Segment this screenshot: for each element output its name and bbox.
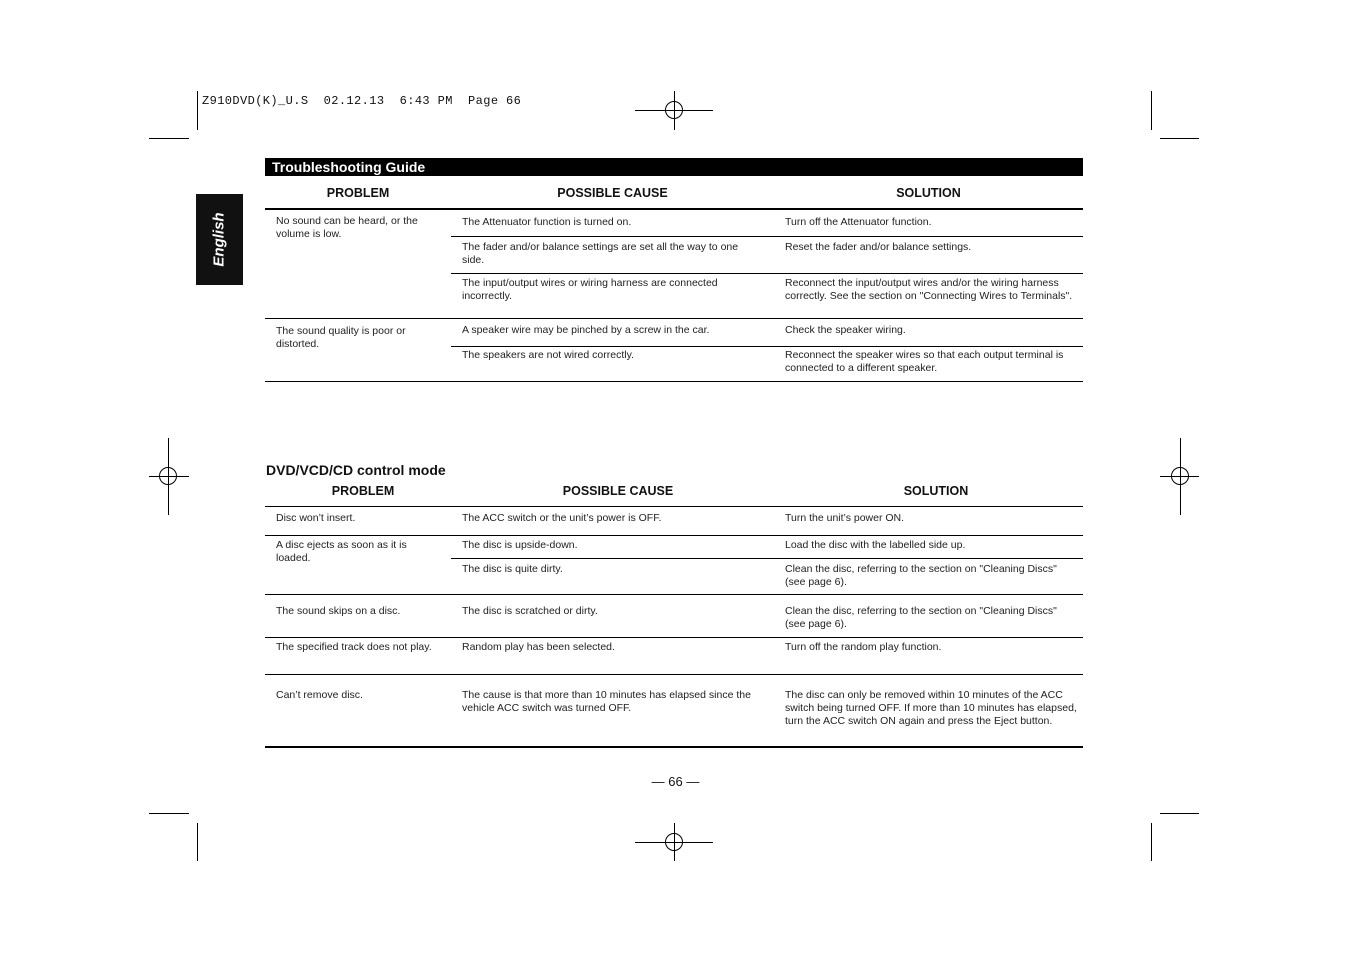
- table-cell-solution: Turn off the Attenuator function.: [785, 216, 932, 228]
- table-cell-cause: A speaker wire may be pinched by a screw in the car.: [462, 324, 710, 336]
- table-cell-cause: The disc is upside-down.: [462, 539, 578, 551]
- table-cell-solution: Reconnect the speaker wires so that each output terminal is connected to a different speaker.: [785, 349, 1064, 374]
- row-divider: [265, 318, 1083, 319]
- table-cell-cause: The input/output wires or wiring harness are connected incorrectly.: [462, 277, 718, 302]
- table-cell-problem: A disc ejects as soon as it is loaded.: [276, 539, 407, 564]
- column-header-solution: SOLUTION: [903, 484, 969, 498]
- table-cell-cause: The ACC switch or the unit’s power is OFF.: [462, 512, 662, 524]
- table-cell-problem: The sound skips on a disc.: [276, 605, 401, 617]
- subsection-title: DVD/VCD/CD control mode: [266, 462, 446, 478]
- table-cell-cause: Random play has been selected.: [462, 641, 615, 653]
- column-header-problem: PROBLEM: [331, 484, 395, 498]
- row-divider: [451, 236, 1083, 237]
- table-rule: [265, 208, 1083, 210]
- table-cell-solution: Check the speaker wiring.: [785, 324, 906, 336]
- column-header-cause: POSSIBLE CAUSE: [562, 484, 674, 498]
- table-cell-solution: Reconnect the input/output wires and/or the wiring harness correctly. See the section on "Connecting Wires to Terminals".: [785, 277, 1073, 302]
- table-cell-cause: The Attenuator function is turned on.: [462, 216, 632, 228]
- table-cell-problem: No sound can be heard, or the volume is low.: [276, 215, 418, 240]
- row-divider: [265, 594, 1083, 595]
- table-cell-cause: The cause is that more than 10 minutes has elapsed since the vehicle ACC switch was turned OFF.: [462, 689, 751, 714]
- page-number: — 66 —: [651, 774, 700, 789]
- row-divider: [265, 674, 1083, 675]
- row-divider: [451, 273, 1083, 274]
- column-header-problem: PROBLEM: [326, 186, 390, 200]
- table-cell-solution: Load the disc with the labelled side up.: [785, 539, 966, 551]
- table-cell-solution: The disc can only be removed within 10 minutes of the ACC switch being turned OFF. If more than 10 minutes has elapsed, turn the ACC switch ON again and press the Eject button.: [785, 689, 1077, 727]
- language-tab-label: English: [211, 212, 229, 267]
- table-cell-solution: Reset the fader and/or balance settings.: [785, 241, 972, 253]
- table-rule: [265, 506, 1083, 507]
- table-cell-solution: Clean the disc, referring to the section on "Cleaning Discs" (see page 6).: [785, 605, 1057, 630]
- table-cell-solution: Turn the unit’s power ON.: [785, 512, 905, 524]
- row-divider: [451, 558, 1083, 559]
- table-cell-cause: The fader and/or balance settings are set all the way to one side.: [462, 241, 739, 266]
- table-rule: [265, 381, 1083, 382]
- table-cell-cause: The disc is scratched or dirty.: [462, 605, 598, 617]
- language-tab: [196, 194, 243, 285]
- row-divider: [265, 535, 1083, 536]
- print-header: Z910DVD(K)_U.S 02.12.13 6:43 PM Page 66: [202, 94, 522, 108]
- table-cell-problem: Disc won’t insert.: [276, 512, 356, 524]
- table-cell-solution: Turn off the random play function.: [785, 641, 942, 653]
- table-cell-problem: Can’t remove disc.: [276, 689, 363, 701]
- section-title: Troubleshooting Guide: [265, 158, 1083, 176]
- row-divider: [265, 637, 1083, 638]
- column-header-cause: POSSIBLE CAUSE: [557, 186, 668, 200]
- table-cell-problem: The sound quality is poor or distorted.: [276, 325, 406, 350]
- table-rule: [265, 746, 1083, 748]
- row-divider: [451, 346, 1083, 347]
- table-cell-solution: Clean the disc, referring to the section on "Cleaning Discs" (see page 6).: [785, 563, 1057, 588]
- table-cell-cause: The disc is quite dirty.: [462, 563, 563, 575]
- table-cell-cause: The speakers are not wired correctly.: [462, 349, 634, 361]
- table-cell-problem: The specified track does not play.: [276, 641, 432, 653]
- column-header-solution: SOLUTION: [896, 186, 961, 200]
